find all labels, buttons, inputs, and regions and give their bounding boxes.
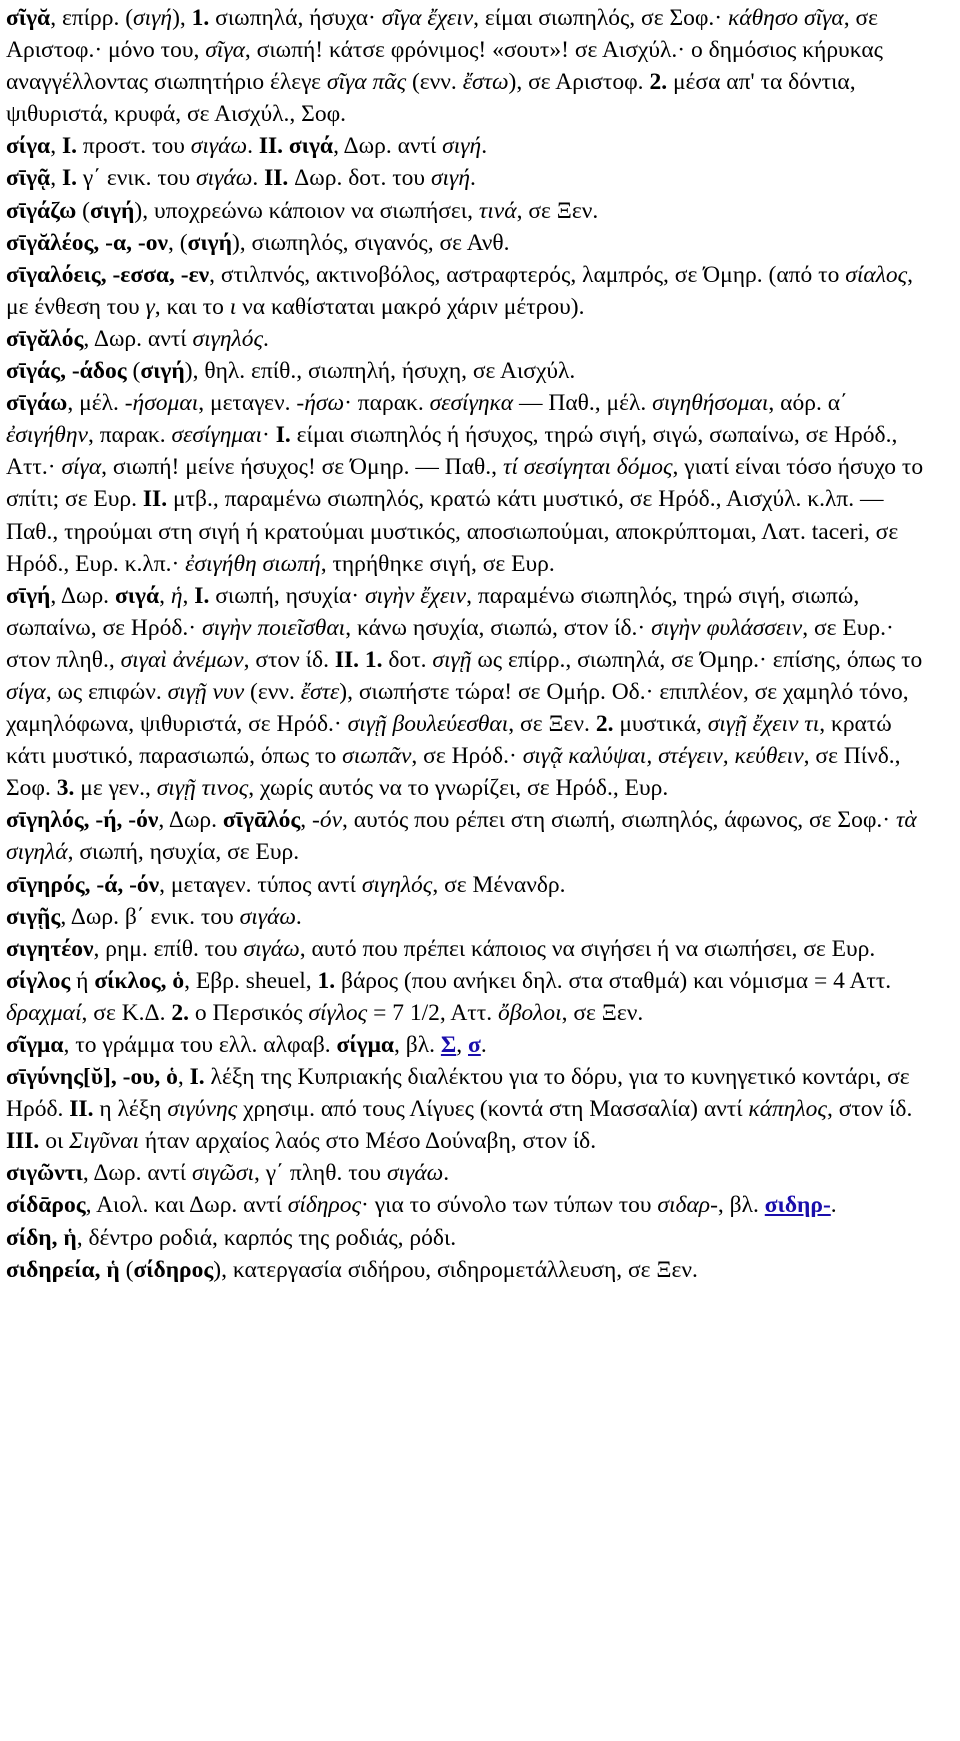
- entry-bold-text: I.: [189, 1064, 205, 1091]
- entry-text: μέσα απ' τα δόντια, ψιθυριστά, κρυφά, σε Αισχύλ., Σοφ.: [6, 69, 862, 128]
- entry-bold-text: II.: [264, 165, 289, 192]
- entry-bold-text: σιγά: [288, 133, 334, 160]
- entry-italic-text: σιγὴν ποιεῖσθαι: [202, 614, 346, 641]
- entry-italic-text: ἡ: [170, 582, 183, 609]
- entry-text: , γιατί είναι τόσο ήσυχο το σπίτι; σε Ευρ.: [6, 454, 929, 513]
- entry-text: .: [252, 165, 265, 192]
- dictionary-entry: [6, 130, 936, 162]
- entry-text: , Δωρ. αντί: [82, 1160, 192, 1187]
- entry-text: (: [76, 197, 90, 224]
- entry-italic-text: σιγάω: [386, 1160, 444, 1187]
- entry-text: , παρακ.: [87, 422, 172, 449]
- entry-bold-text: σῖγᾰ: [6, 5, 51, 31]
- entry-bold-text: I.: [61, 133, 77, 160]
- entry-text: , σε Ξεν.: [561, 999, 644, 1026]
- entry-bold-text: II.: [142, 486, 168, 513]
- dictionary-entry: [6, 1029, 936, 1061]
- entry-text: , Δωρ. αντί: [83, 325, 193, 352]
- entry-bold-text: σίγα: [6, 133, 51, 160]
- entry-text: , ως επιφών.: [45, 678, 168, 705]
- entry-text: , Δωρ. β΄ ενικ. του: [60, 903, 240, 930]
- dictionary-entry: [6, 162, 936, 194]
- entry-text: , σε Μένανδρ.: [432, 871, 566, 898]
- entry-text: ,: [456, 1032, 469, 1058]
- entry-bold-text: σῑγαλόεις, -εσσα, -εν: [6, 261, 210, 288]
- entry-text: , στιλπνός, ακτινοβόλος, αστραφτερός, λαμπρός, σε Όμηρ. (από το: [209, 261, 846, 288]
- entry-text: , βλ.: [717, 1192, 765, 1219]
- entry-italic-text: ι: [229, 293, 237, 320]
- dictionary-entry: [6, 580, 936, 805]
- entry-bold-text: σῖγμα: [6, 1032, 64, 1058]
- entry-text: , σε Ευρ.· στον πληθ.,: [6, 614, 900, 673]
- entry-text: .: [481, 133, 488, 160]
- entry-italic-text: σίγα: [6, 678, 46, 705]
- entry-text: δοτ.: [382, 646, 433, 673]
- entry-text: , Αιολ. και Δωρ. αντί: [85, 1192, 288, 1219]
- entry-text: , σιωπή! μείνε ήσυχος! σε Όμηρ. — Παθ.,: [101, 454, 503, 481]
- dictionary-entry: [6, 227, 936, 259]
- entry-text: Δωρ. δοτ. του: [288, 165, 431, 192]
- entry-bold-text: 2.: [595, 711, 614, 738]
- entry-italic-text: σιγύνης: [167, 1096, 238, 1123]
- entry-italic-text: σιγᾷ καλύψαι, στέγειν, κεύθειν: [522, 743, 804, 770]
- entry-italic-text: ἔστε: [300, 678, 340, 705]
- entry-italic-text: -ήσομαι: [124, 390, 199, 417]
- entry-text: ), υποχρεώνω κάποιον να σιωπήσει,: [134, 197, 479, 224]
- entry-text: , γ΄ πληθ. του: [254, 1160, 387, 1187]
- entry-text: — Παθ., μέλ.: [513, 390, 653, 417]
- entry-bold-text: 1.: [191, 5, 210, 31]
- entry-italic-text: ἔστω: [462, 69, 509, 96]
- entry-text: , σιωπή! κάτσε φρόνιμος! «σουτ»! σε Αισχύλ.· ο δημόσιος κήρυκας αναγγέλλοντας σιωπητήριο έλεγε: [6, 37, 889, 96]
- entry-italic-text: ἐσιγήθη σιωπή: [185, 550, 321, 577]
- entry-bold-text: σῑγάς, -άδος: [6, 358, 127, 385]
- entry-italic-text: σιγῇ ἔχειν τι: [707, 711, 820, 738]
- dictionary-entry: [6, 901, 936, 933]
- entry-text: .: [830, 1192, 837, 1219]
- entry-text: , (: [167, 229, 188, 256]
- entry-text: , δέντρο ροδιά, καρπός της ροδιάς, ρόδι.: [76, 1224, 457, 1251]
- entry-text: (ενν.: [244, 678, 301, 705]
- entry-italic-text: τί σεσίγηται δόμος: [502, 454, 673, 481]
- entry-italic-text: Σιγῦναι: [69, 1128, 139, 1155]
- entry-text: ), θηλ. επίθ., σιωπηλή, ήσυχη, σε Αισχύλ.: [184, 358, 576, 385]
- entry-italic-text: σιγή: [442, 133, 482, 160]
- entry-bold-text: III.: [6, 1128, 40, 1155]
- entry-italic-text: ἐσιγήθην: [6, 422, 88, 449]
- entry-text: ,: [50, 133, 62, 160]
- dictionary-entry: [6, 1061, 936, 1157]
- entry-text: οι: [39, 1128, 70, 1155]
- entry-bold-text: σίκλος, ὁ: [94, 967, 185, 994]
- cross-reference-link[interactable]: σιδηρ-: [764, 1192, 831, 1219]
- entry-text: = 7 1/2, Αττ.: [367, 999, 498, 1026]
- entry-text: , κάνω ησυχία, σιωπώ, στον ίδ.·: [345, 614, 652, 641]
- entry-text: , σε Πίνδ., Σοφ.: [6, 743, 907, 802]
- entry-italic-text: τινά: [478, 197, 517, 224]
- entry-bold-text: 1.: [317, 967, 336, 994]
- entry-italic-text: ὄβολοι: [497, 999, 562, 1026]
- entry-text: .: [295, 903, 302, 930]
- entry-italic-text: σιγῶσι: [191, 1160, 255, 1187]
- dictionary-entry: [6, 195, 936, 227]
- entry-italic-text: σιγαὶ ἀνέμων: [120, 646, 244, 673]
- entry-text: μτβ., παραμένω σιωπηλός, κρατώ κάτι μυστικό, σε Ηρόδ., Αισχύλ. κ.λπ. — Παθ., τηρούμαι στη σιγή ή κρατούμαι μυστικός, αποσιωπούμαι, αποκρύπτομαι, Λατ. taceri, σε Ηρόδ., Ευρ. κ.λπ.·: [6, 486, 905, 577]
- dictionary-entry: [6, 933, 936, 965]
- entry-italic-text: σίαλος: [845, 261, 908, 288]
- entry-italic-text: τὰ σιγηλά: [6, 807, 917, 866]
- cross-reference-link[interactable]: σ: [468, 1032, 481, 1058]
- entry-text: , κρατώ κάτι μυστικό, παρασιωπώ, όπως το: [6, 711, 898, 770]
- entry-text: .: [262, 325, 269, 352]
- dictionary-entry: [6, 869, 936, 901]
- entry-bold-text: σῑγηλός, -ή, -όν: [6, 807, 159, 834]
- entry-bold-text: σίδηρος: [133, 1256, 214, 1283]
- entry-text: , Δωρ.: [50, 582, 115, 609]
- entry-italic-text: σιγὴν ἔχειν: [364, 582, 467, 609]
- entry-text: , αυτό που πρέπει κάποιος να σιγήσει ή να σιωπήσει, σε Ευρ.: [299, 935, 876, 962]
- entry-italic-text: σίγα: [61, 454, 102, 481]
- entry-bold-text: σιγή: [187, 229, 232, 256]
- entry-italic-text: κάπηλος: [748, 1096, 827, 1123]
- entry-text: , το γράμμα του ελλ. αλφαβ.: [63, 1032, 337, 1058]
- entry-text: , ρημ. επίθ. του: [93, 935, 244, 962]
- entry-text: προστ. του: [76, 133, 191, 160]
- entry-bold-text: 2.: [171, 999, 190, 1026]
- dictionary-entry: [6, 2, 936, 130]
- entry-bold-text: σῑγάζω: [6, 197, 77, 224]
- entry-text: ή: [70, 967, 95, 994]
- entry-text: με γεν.,: [74, 775, 157, 802]
- entry-text: η λέξη: [93, 1096, 168, 1123]
- entry-text: · παρακ.: [344, 390, 430, 417]
- entry-bold-text: II.: [69, 1096, 94, 1123]
- entry-italic-text: σῖγα ἔχειν: [381, 5, 474, 31]
- entry-italic-text: κάθησο σῖγα: [728, 5, 844, 31]
- entry-text: , μεταγεν.: [198, 390, 297, 417]
- entry-text: ,: [159, 582, 171, 609]
- entry-text: , σε Κ.Δ.: [81, 999, 172, 1026]
- entry-italic-text: σῖγα πᾶς: [326, 69, 407, 96]
- entry-bold-text: σίγμα: [336, 1032, 395, 1058]
- dictionary-entry: [6, 804, 936, 868]
- entry-italic-text: σιγηθήσομαι: [652, 390, 769, 417]
- entry-italic-text: -ήσω: [296, 390, 345, 417]
- entry-italic-text: σῖγα: [205, 37, 245, 64]
- dictionary-entry: [6, 1189, 936, 1221]
- entry-text: , σε Ξεν.: [516, 197, 599, 224]
- entry-italic-text: δραχμαί: [6, 999, 82, 1026]
- entry-text: , με ένθεση του: [6, 261, 919, 320]
- entry-text: (ενν.: [406, 69, 463, 96]
- entry-bold-text: σίδᾱρος: [6, 1192, 86, 1219]
- entry-italic-text: σιγάω: [243, 935, 300, 962]
- entry-text: ), σιωπήστε τώρα! σε Ομήρ. Οδ.· επιπλέον, σε χαμηλό τόνο, χαμηλόφωνα, ψιθυριστά, σε Ηρόδ.·: [6, 678, 915, 738]
- entry-text: , και το: [154, 293, 230, 320]
- entry-text: , στον ίδ.: [826, 1096, 919, 1123]
- dictionary-entry: [6, 355, 936, 387]
- entry-text: χρησιμ. από τους Λίγυες (κοντά στη Μασσαλία) αντί: [237, 1096, 749, 1123]
- entry-italic-text: σίδηρος: [287, 1192, 362, 1219]
- entry-text: ),: [172, 5, 192, 31]
- entry-italic-text: σιγῇ βουλεύεσθαι: [347, 711, 509, 738]
- entry-bold-text: σῑγή: [6, 582, 51, 609]
- entry-text: ), κατεργασία σιδήρου, σιδηρομετάλλευση, σε Ξεν.: [213, 1256, 698, 1283]
- entry-text: είμαι σιωπηλός ή ήσυχος, τηρώ σιγή, σιγώ, σωπαίνω, σε Ηρόδ., Αττ.·: [6, 422, 902, 481]
- entry-bold-text: II.: [258, 133, 283, 160]
- entry-bold-text: σίδη, ἡ: [6, 1224, 77, 1251]
- entry-text: , παραμένω σιωπηλός, τηρώ σιγή, σιωπώ, σωπαίνω, σε Ηρόδ.·: [6, 582, 866, 641]
- entry-text: βάρος (που ανήκει δηλ. στα σταθμά) και νόμισμα = 4 Αττ.: [335, 967, 898, 994]
- entry-text: σιωπή, ησυχία·: [209, 582, 365, 609]
- entry-bold-text: σιγῶντι: [6, 1160, 83, 1187]
- entry-bold-text: σῑγάω: [6, 390, 68, 417]
- dictionary-entry: [6, 1222, 936, 1254]
- entry-bold-text: σιγή: [89, 197, 135, 224]
- entry-italic-text: σίγλος: [308, 999, 368, 1026]
- entry-text: .: [469, 165, 476, 192]
- entry-text: , μέλ.: [67, 390, 125, 417]
- entry-text: ,: [300, 807, 313, 834]
- entry-text: ·: [262, 422, 276, 449]
- entry-text: ο Περσικός: [189, 999, 309, 1026]
- entry-text: , σιωπή, ησυχία, σε Ευρ.: [67, 839, 300, 866]
- entry-bold-text: σιδηρεία, ἡ: [6, 1256, 120, 1283]
- entry-italic-text: σιγηλός: [192, 325, 263, 352]
- entry-italic-text: σιδαρ-: [657, 1192, 718, 1219]
- entry-text: , σε Ηρόδ.·: [411, 743, 523, 770]
- entry-bold-text: σῑγᾰλός: [6, 325, 84, 352]
- entry-text: ήταν αρχαίος λαός στο Μέσο Δούναβη, στον ίδ.: [138, 1128, 597, 1155]
- entry-italic-text: σεσίγηκα: [429, 390, 514, 417]
- entry-text: ), σιωπηλός, σιγανός, σε Ανθ.: [231, 229, 510, 256]
- entry-text: , χωρίς αυτός να το γνωρίζει, σε Ηρόδ., Ευρ.: [248, 775, 669, 802]
- entry-italic-text: γ: [145, 293, 155, 320]
- entry-text: , αόρ. α΄: [768, 390, 854, 417]
- entry-text: , στον ίδ.: [243, 646, 335, 673]
- entry-bold-text: σίγλος: [6, 967, 71, 994]
- dictionary-entry: [6, 323, 936, 355]
- entry-bold-text: 2.: [649, 69, 668, 96]
- entry-text: , τηρήθηκε σιγή, σε Ευρ.: [320, 550, 555, 577]
- dictionary-entry: [6, 387, 936, 580]
- entry-text: , βλ.: [394, 1032, 441, 1058]
- entry-bold-text: σῑγᾱλός: [222, 807, 301, 834]
- entry-bold-text: I.: [194, 582, 210, 609]
- entry-italic-text: σιγάω: [239, 903, 296, 930]
- entry-text: .: [247, 133, 259, 160]
- entry-bold-text: σιγητέον: [6, 935, 94, 962]
- entry-bold-text: σῑγηρός, -ά, -όν: [6, 871, 160, 898]
- entry-italic-text: σιωπᾶν: [342, 743, 412, 770]
- entry-bold-text: II. 1.: [334, 646, 383, 673]
- entry-text: , σε Αριστοφ.· μόνο του,: [6, 5, 883, 64]
- entry-text: ,: [50, 165, 62, 192]
- entry-bold-text: σῑγύνης[ῠ], -ου, ὁ: [6, 1064, 178, 1091]
- entry-text: λέξη της Κυπριακής διαλέκτου για το δόρυ, για το κυνηγετικό κοντάρι, σε Ηρόδ.: [6, 1064, 916, 1123]
- entry-text: μυστικά,: [613, 711, 708, 738]
- dictionary-entry: [6, 965, 936, 1029]
- entry-text: , σε Ξεν.: [508, 711, 596, 738]
- entry-text: .: [443, 1160, 450, 1187]
- entry-text: , μεταγεν. τύπος αντί: [159, 871, 362, 898]
- entry-text: γ΄ ενικ. του: [76, 165, 197, 192]
- entry-text: ,: [177, 1064, 190, 1091]
- entry-bold-text: σιγά: [114, 582, 160, 609]
- cross-reference-link[interactable]: Σ: [440, 1032, 457, 1058]
- entry-bold-text: I.: [61, 165, 77, 192]
- dictionary-entry: [6, 1157, 936, 1189]
- entry-italic-text: σιγή: [430, 165, 470, 192]
- entry-text: , είμαι σιωπηλός, σε Σοφ.·: [473, 5, 729, 31]
- entry-italic-text: σιγὴν φυλάσσειν: [651, 614, 803, 641]
- entry-italic-text: σιγηλός: [361, 871, 433, 898]
- entry-italic-text: σιγῇ τινος: [156, 775, 249, 802]
- entry-text: · για το σύνολο των τύπων του: [361, 1192, 658, 1219]
- entry-italic-text: σιγή: [133, 5, 173, 31]
- entry-bold-text: 3.: [56, 775, 75, 802]
- entry-italic-text: σιγῇ: [432, 646, 472, 673]
- entry-text: (: [119, 1256, 134, 1283]
- entry-text: σιωπηλά, ήσυχα·: [209, 5, 382, 31]
- dictionary-entry: [6, 259, 936, 323]
- entry-text: , Δωρ. αντί: [333, 133, 443, 160]
- dictionary-entry: [6, 1254, 936, 1286]
- entry-text: ,: [182, 582, 195, 609]
- entry-text: , επίρρ. (: [50, 5, 134, 31]
- entry-italic-text: σιγῇ νυν: [167, 678, 245, 705]
- entry-bold-text: σῑγᾰλέος, -α, -ον: [6, 229, 168, 256]
- entry-text: , Εβρ. sheuel,: [184, 967, 318, 994]
- entry-italic-text: σιγάω: [196, 165, 253, 192]
- entry-bold-text: I.: [275, 422, 291, 449]
- entry-bold-text: σιγῇς: [6, 903, 61, 930]
- entry-text: , Δωρ.: [158, 807, 223, 834]
- entry-text: .: [480, 1032, 487, 1058]
- entry-bold-text: σιγή: [140, 358, 185, 385]
- entry-italic-text: σεσίγημαι: [171, 422, 263, 449]
- entry-text: να καθίσταται μακρό χάριν μέτρου).: [236, 293, 585, 320]
- entry-bold-text: σῑγᾷ: [6, 165, 51, 192]
- entry-italic-text: σιγάω: [190, 133, 248, 160]
- entry-text: ), σε Αριστοφ.: [508, 69, 650, 96]
- entry-text: , αυτός που ρέπει στη σιωπή, σιωπηλός, άφωνος, σε Σοφ.·: [342, 807, 896, 834]
- entry-text: (: [126, 358, 141, 385]
- entry-italic-text: -όν: [312, 807, 343, 834]
- entry-text: ως επίρρ., σιωπηλά, σε Όμηρ.· επίσης, όπως το: [471, 646, 929, 673]
